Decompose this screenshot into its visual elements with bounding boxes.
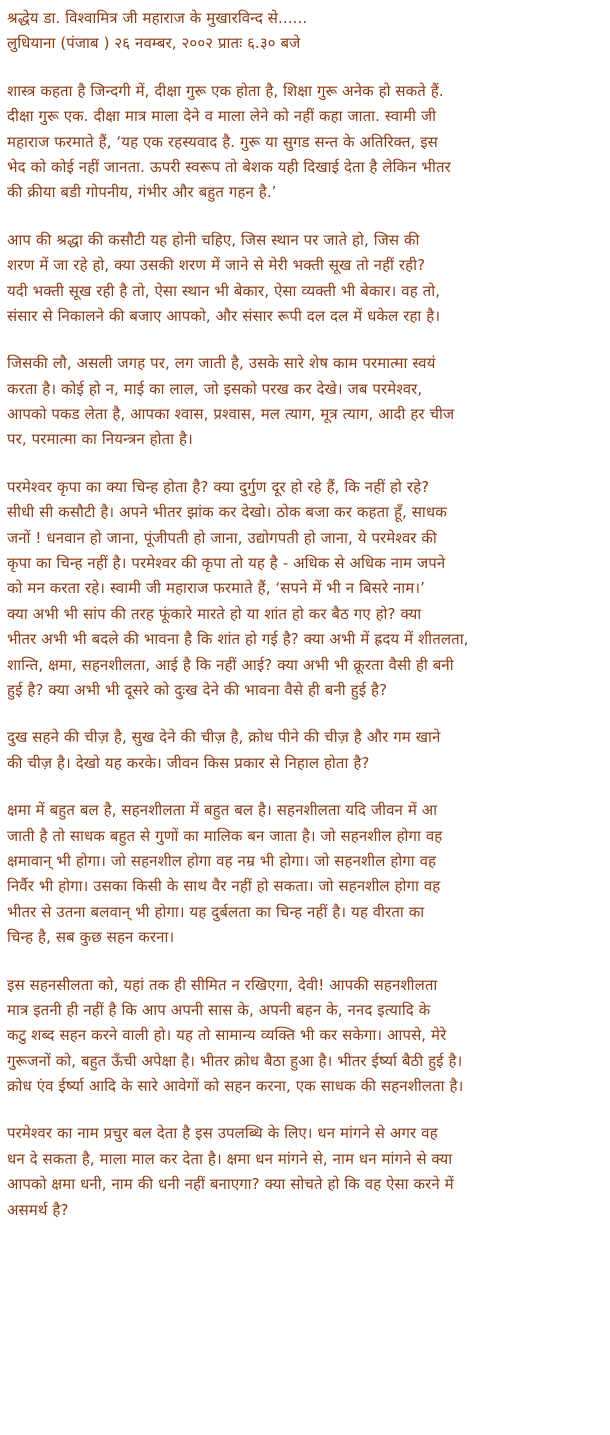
paragraph-gap bbox=[7, 703, 607, 725]
paragraph-line: करता है। कोई हो न, माई का लाल, जो इसको परख कर देखे। जब परमेश्वर, bbox=[7, 379, 423, 398]
paragraph-line: चिन्ह है, सब कुछ सहन करना। bbox=[7, 928, 175, 947]
paragraph-line: गुरूजनों को, बहुत ऊँची अपेक्षा है। भीतर क्रोध बैठा हुआ है। भीतर ईर्ष्या बैठी हुई है। bbox=[7, 1051, 463, 1070]
header-author-line: श्रद्धेय डा. विश्वामित्र जी महाराज के मुखारविन्द से...... bbox=[7, 9, 308, 27]
paragraph-line: की क्रीया बडी गोपनीय, गंभीर और बहुत गहन है.’ bbox=[7, 183, 277, 202]
paragraph bbox=[7, 228, 607, 330]
paragraph bbox=[7, 798, 607, 950]
paragraph-gap bbox=[7, 776, 607, 798]
paragraph-line: जिसकी लौ, असली जगह पर, लग जाती है, उसके सारे शेष काम परमात्मा स्वयं bbox=[7, 354, 436, 373]
paragraph-line: आप की श्रद्धा की कसौटी यह होनी चहिए, जिस स्थान पर जाते हो, जिस की bbox=[7, 230, 420, 249]
paragraph-line: आपको पकड लेता है, आपका श्वास, प्रश्वास, मल त्याग, मूत्र त्याग, आदी हर चीज bbox=[7, 405, 455, 424]
paragraph-line: क्रोध एंव ईर्ष्या आदि के सारे आवेगों को सहन करना, एक साधक की सहनशीलता है। bbox=[7, 1077, 464, 1096]
paragraph-line: भीतर से उतना बलवान् भी होगा। यह दुर्बलता का चिन्ह नहीं है। यह वीरता का bbox=[7, 902, 425, 921]
paragraph-line: जाती है तो साधक बहुत से गुणों का मालिक बन जाता है। जो सहनशील होगा वह bbox=[7, 826, 443, 845]
paragraph-line: क्या अभी भी सांप की तरह फूंकारे मारते हो या शांत हो कर बैठ गए हो? क्या bbox=[7, 604, 422, 623]
paragraph-line: पर, परमात्मा का नियन्त्रन होता है। bbox=[7, 430, 193, 449]
paragraph-line: असमर्थ है? bbox=[7, 1200, 69, 1219]
paragraph-line: इस सहनसीलता को, यहां तक ही सीमित न रखिएगा, देवी! आपकी सहनशीलता bbox=[7, 975, 438, 994]
paragraph-gap bbox=[7, 1099, 607, 1121]
paragraph-line: कृपा का चिन्ह नहीं है। परमेश्वर की कृपा तो यह है - अधिक से अधिक नाम जपने bbox=[7, 554, 446, 573]
paragraph-line: क्षमा में बहुत बल है, सहनशीलता में बहुत बल है। सहनशीलता यदि जीवन में आ bbox=[7, 801, 438, 820]
paragraph-line: संसार से निकालने की बजाए आपको, और संसार रूपी दल दल में धकेल रहा है। bbox=[7, 306, 441, 325]
paragraph-line: यदी भक्ती सूख रही है तो, ऐसा स्थान भी बेकार, ऐसा व्यक्ती भी बेकार। वह तो, bbox=[7, 281, 441, 300]
paragraph bbox=[7, 1121, 607, 1223]
paragraph bbox=[7, 973, 607, 1100]
paragraph-line: शान्ति, क्षमा, सहनशीलता, आई है कि नहीं आई? क्या अभी भी क्रूरता वैसी ही बनी bbox=[7, 655, 454, 674]
paragraph-line: दीक्षा गुरू एक. दीक्षा मात्र माला देने व माला लेने को नहीं कहा जाता. स्वामी जी bbox=[7, 107, 437, 126]
header-place-date-line: लुधियाना (पंजाब ) २६ नवम्बर, २००२ प्रातः ६.३० बजे bbox=[7, 34, 301, 53]
paragraph-line: की चीज़ है। देखो यह करके। जीवन किस प्रकार से निहाल होता है? bbox=[7, 753, 370, 772]
paragraph-line: मात्र इतनी ही नहीं है कि आप अपनी सास के, अपनी बहन के, ननद इत्यादि के bbox=[7, 1000, 431, 1019]
paragraph-line: निर्वैर भी होगा। उसका किसी के साथ वैर नहीं हो सकता। जो सहनशील होगा वह bbox=[7, 877, 441, 896]
paragraph-line: शास्त्र कहता है जिन्दगी में, दीक्षा गुरू एक होता है, शिक्षा गुरू अनेक हो सकते हैं. bbox=[7, 81, 444, 100]
paragraph-line: सीधी सी कसौटी है। अपने भीतर झांक कर देखो। ठोक बजा कर कहता हूँ, साधक bbox=[7, 503, 447, 522]
paragraph-gap bbox=[7, 206, 607, 228]
paragraph bbox=[7, 79, 607, 206]
paragraph-line: भेद को कोई नहीं जानता. ऊपरी स्वरूप तो बेशक यही दिखाई देता है लेकिन भीतर bbox=[7, 157, 451, 176]
paragraph bbox=[7, 475, 607, 704]
paragraph-line: को मन करता रहे। स्वामी जी महाराज फरमाते हैं, ‘सपने में भी न बिसरे नाम।’ bbox=[7, 579, 426, 598]
paragraph-line: शरण में जा रहे हो, क्या उसकी शरण में जाने से मेरी भक्ती सूख तो नहीं रही? bbox=[7, 256, 426, 275]
header bbox=[7, 6, 607, 57]
paragraph-gap bbox=[7, 57, 607, 79]
paragraph bbox=[7, 351, 607, 453]
paragraph-line: हुई है? क्या अभी भी दूसरे को दुःख देने की भावना वैसे ही बनी हुई है? bbox=[7, 680, 388, 699]
paragraphs bbox=[7, 57, 607, 1223]
paragraph-line: क्षमावान् भी होगा। जो सहनशील होगा वह नम्र भी होगा। जो सहनशील होगा वह bbox=[7, 851, 437, 870]
paragraph-line: जनों ! धनवान हो जाना, पूंजीपती हो जाना, उद्योगपती हो जाना, ये परमेश्वर की bbox=[7, 528, 437, 547]
paragraph bbox=[7, 725, 607, 776]
paragraph-gap bbox=[7, 453, 607, 475]
paragraph-line: दुख सहने की चीज़ है, सुख देने की चीज़ है, क्रोध पीने की चीज़ है और गम खाने bbox=[7, 728, 441, 747]
document-body bbox=[7, 6, 607, 1223]
paragraph-line: भीतर अभी भी बदले की भावना है कि शांत हो गई है? क्या अभी में ह्रदय में शीतलता, bbox=[7, 630, 469, 649]
paragraph-line: धन दे सकता है, माला माल कर देता है। क्षमा धन मांगने से, नाम धन मांगने से क्या bbox=[7, 1149, 453, 1168]
paragraph-line: परमेश्वर कृपा का क्या चिन्ह होता है? क्या दुर्गुण दूर हो रहे हैं, कि नहीं हो रहे? bbox=[7, 477, 430, 496]
paragraph-line: कटु शब्द सहन करने वाली हो। यह तो सामान्य व्यक्ति भी कर सकेगा। आपसे, मेरे bbox=[7, 1026, 447, 1045]
paragraph-gap bbox=[7, 329, 607, 351]
paragraph-line: महाराज फरमाते हैं, ‘यह एक रहस्यवाद है. गुरू या सुगड सन्त के अतिरिक्त, इस bbox=[7, 132, 438, 151]
paragraph-line: आपको क्षमा धनी, नाम की धनी नहीं बनाएगा? क्या सोचते हो कि वह ऐसा करने में bbox=[7, 1175, 454, 1194]
paragraph-line: परमेश्वर का नाम प्रचुर बल देता है इस उपलब्धि के लिए। धन मांगने से अगर वह bbox=[7, 1124, 438, 1143]
paragraph-gap bbox=[7, 951, 607, 973]
